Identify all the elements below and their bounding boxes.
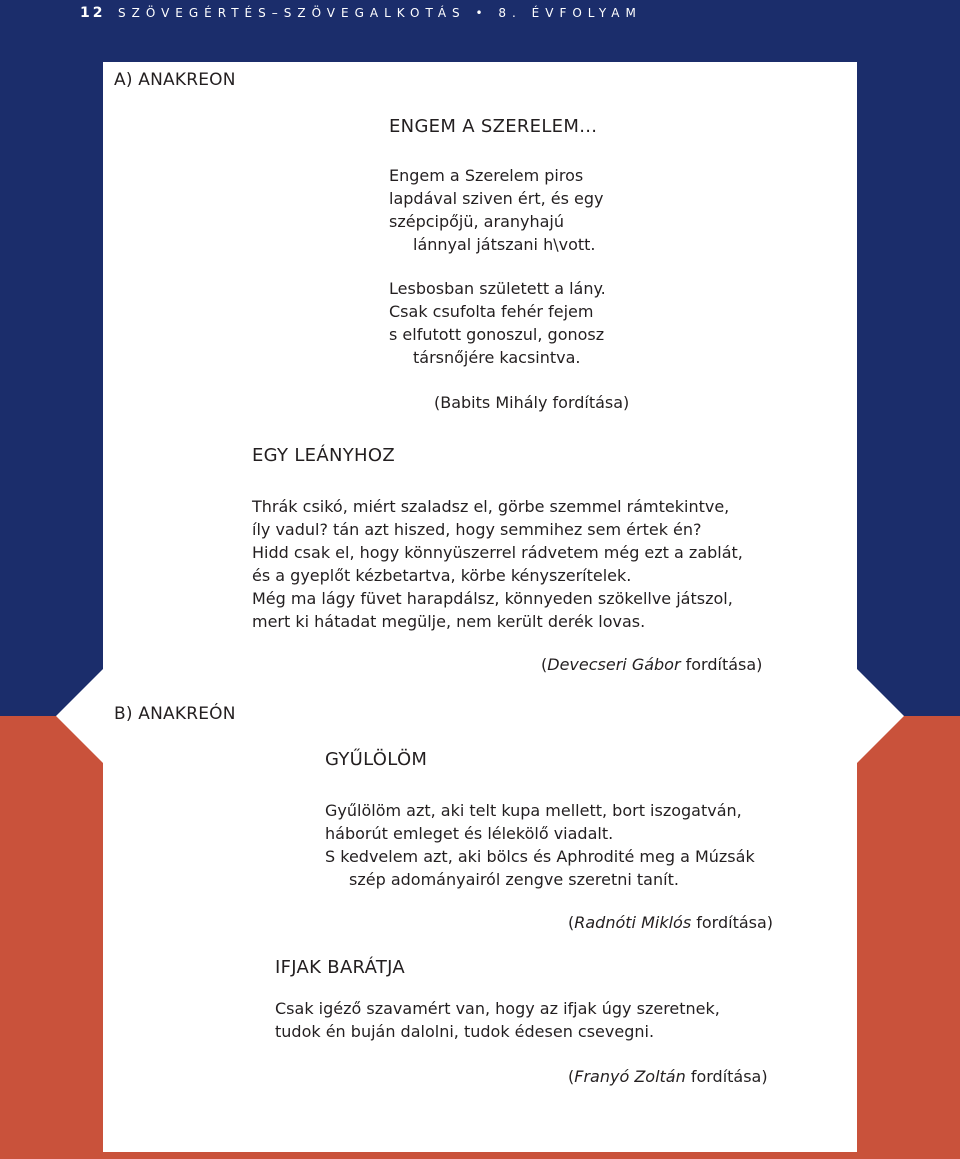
poem-title-engem: ENGEM A SZERELEM... [389, 116, 598, 137]
translator-name: Devecseri Gábor [547, 655, 681, 674]
credit-open-paren: ( [568, 913, 575, 932]
poem-line: Engem a Szerelem piros [389, 166, 584, 185]
poem-line: szépcipőjü, aranyhajú [389, 212, 565, 231]
poem-line: Csak csufolta fehér fejem [389, 302, 594, 321]
poem-line: tudok én buján dalolni, tudok édesen csevegni. [275, 1022, 655, 1041]
poem-line: Gyűlölöm azt, aki telt kupa mellett, bort iszogatván, [325, 801, 742, 820]
poem-line: lánnyal játszani h\vott. [413, 235, 596, 254]
poem-line: íly vadul? tán azt hiszed, hogy semmihez sem értek én? [252, 520, 702, 539]
translator-credit-franyo [568, 1065, 768, 1088]
credit-suffix: fordítása) [691, 913, 774, 932]
poem-line: s elfutott gonoszul, gonosz [389, 325, 605, 344]
poem-line: Lesbosban született a lány. [389, 279, 606, 298]
poem-line: Még ma lágy füvet harapdálsz, könnyeden szökellve játszol, [252, 589, 733, 608]
poem-title-egy-leanyhoz: EGY LEÁNYHOZ [252, 445, 395, 466]
translator-credit-radnoti [568, 911, 773, 934]
poem-stanza-1 [389, 164, 604, 256]
poem-gyulolom-body [325, 799, 755, 891]
page-number: 12 [80, 5, 106, 21]
translator-credit-babits: (Babits Mihály fordítása) [434, 393, 630, 412]
poem-line: lapdával sziven ért, és egy [389, 189, 604, 208]
poem-line: szép adományairól zengve szeretni tanít. [349, 870, 679, 889]
credit-open-paren: ( [541, 655, 548, 674]
credit-suffix: fordítása) [680, 655, 763, 674]
poem-ifjak-baratja-body [275, 997, 720, 1043]
translator-credit-devecseri [541, 653, 762, 676]
poem-line: társnőjére kacsintva. [413, 348, 581, 367]
poem-title-ifjak-baratja: IFJAK BARÁTJA [275, 957, 406, 978]
poem-line: mert ki hátadat megülje, nem került derék lovas. [252, 612, 646, 631]
credit-open-paren: ( [568, 1067, 575, 1086]
credit-suffix: fordítása) [685, 1067, 768, 1086]
poem-egy-leanyhoz-body [252, 495, 743, 633]
section-a-label: A) ANAKREON [114, 70, 236, 90]
section-b-label: B) ANAKREÓN [114, 704, 236, 724]
poem-line: Thrák csikó, miért szaladsz el, görbe szemmel rámtekintve, [252, 497, 730, 516]
poem-line: Csak igéző szavamért van, hogy az ifjak úgy szeretnek, [275, 999, 720, 1018]
translator-name: Radnóti Miklós [574, 913, 692, 932]
poem-line: és a gyeplőt kézbetartva, körbe kényszerítelek. [252, 566, 632, 585]
poem-title-gyulolom: GYŰLÖLÖM [325, 749, 428, 770]
poem-stanza-2 [389, 277, 606, 369]
poem-line: S kedvelem azt, aki bölcs és Aphrodité meg a Múzsák [325, 847, 755, 866]
translator-name: Franyó Zoltán [574, 1067, 686, 1086]
poem-line: Hidd csak el, hogy könnyüszerrel rádvetem még ezt a zablát, [252, 543, 743, 562]
poem-line: háborút emleget és lélekölő viadalt. [325, 824, 614, 843]
header-title: SZÖVEGÉRTÉS–SZÖVEGALKOTÁS • 8. ÉVFOLYAM [118, 6, 642, 20]
